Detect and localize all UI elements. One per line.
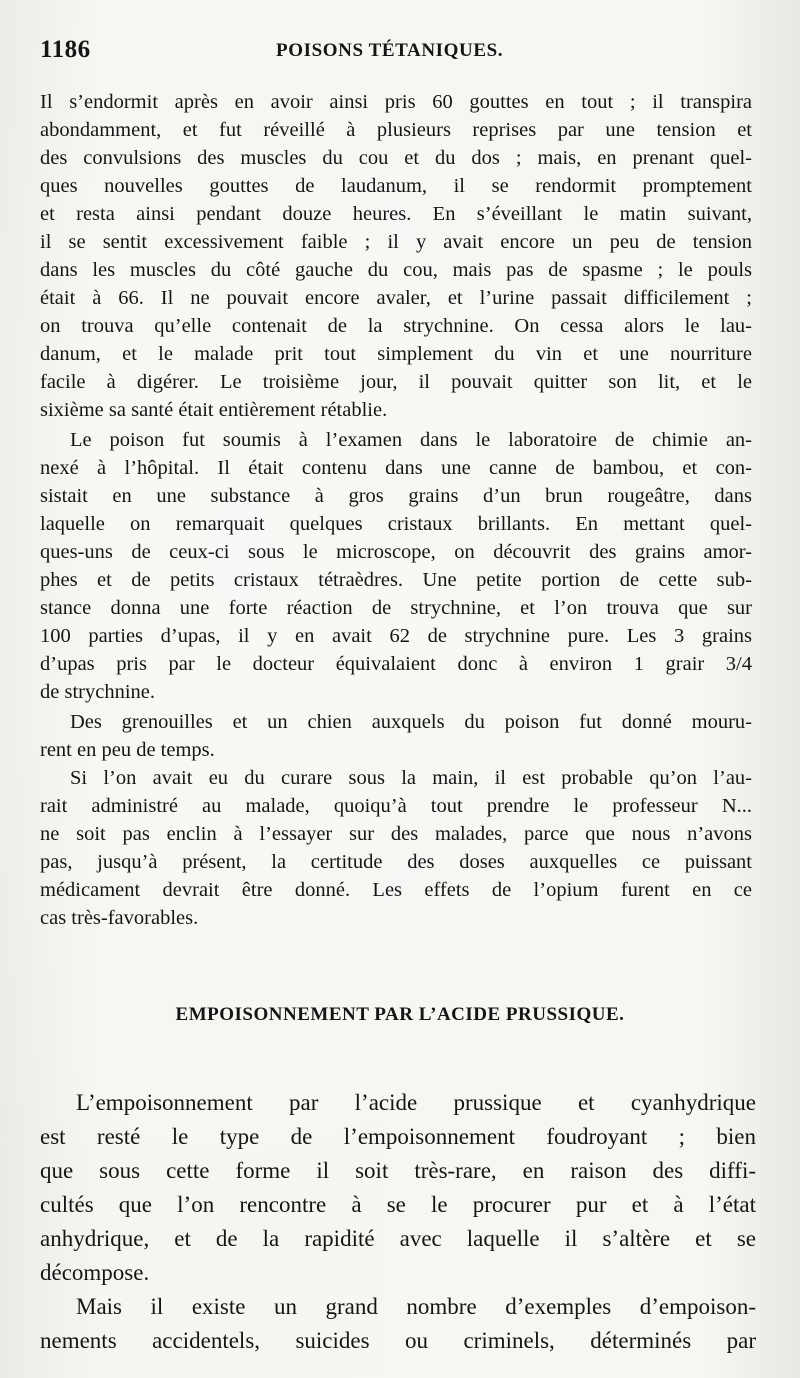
text-line: laquelle on remarquait quelques cristaux brillants. En mettant quel- — [40, 513, 752, 535]
text-line: Mais il existe un grand nombre d’exemples d’empoison- — [76, 1294, 756, 1319]
text-line: des convulsions des muscles du cou et du dos ; mais, en prenant quel- — [40, 147, 752, 169]
text-line: 100 parties d’upas, il y en avait 62 de strychnine pure. Les 3 grains — [40, 625, 752, 647]
text-line: danum, et le malade prit tout simplement du vin et une nourriture — [40, 343, 752, 365]
text-line: de strychnine. — [40, 681, 155, 703]
text-line: sistait en une substance à gros grains d’un brun rougeâtre, dans — [40, 485, 752, 507]
text-line: d’upas pris par le docteur équivalaient donc à environ 1 grair 3/4 — [40, 653, 752, 675]
text-line: phes et de petits cristaux tétraèdres. Une petite portion de cette sub- — [40, 569, 752, 591]
text-line: était à 66. Il ne pouvait encore avaler, et l’urine passait difficilement ; — [40, 287, 752, 309]
text-line: anhydrique, et de la rapidité avec laquelle il s’altère et se — [40, 1226, 756, 1251]
text-line: est resté le type de l’empoisonnement foudroyant ; bien — [40, 1124, 756, 1149]
text-line: facile à digérer. Le troisième jour, il pouvait quitter son lit, et le — [40, 371, 752, 393]
text-line: médicament devrait être donné. Les effets de l’opium furent en ce — [40, 879, 752, 901]
text-line: ques-uns de ceux-ci sous le microscope, on découvrit des grains amor- — [40, 541, 752, 563]
text-line: Des grenouilles et un chien auxquels du poison fut donné mouru- — [70, 711, 752, 733]
page-number: 1186 — [40, 36, 91, 63]
text-line: abondamment, et fut réveillé à plusieurs reprises par une tension et — [40, 119, 752, 141]
text-line: Le poison fut soumis à l’examen dans le laboratoire de chimie an- — [70, 429, 752, 451]
text-line: nexé à l’hôpital. Il était contenu dans une canne de bambou, et con- — [40, 457, 752, 479]
text-line: rait administré au malade, quoiqu’à tout prendre le professeur N... — [40, 795, 752, 817]
text-line: on trouva qu’elle contenait de la strychnine. On cessa alors le lau- — [40, 315, 752, 337]
text-line: ne soit pas enclin à l’essayer sur des malades, parce que nous n’avons — [40, 823, 752, 845]
running-title: POISONS TÉTANIQUES. — [276, 40, 504, 61]
text-line: Si l’on avait eu du curare sous la main, il est probable qu’on l’au- — [70, 767, 752, 789]
text-line: L’empoisonnement par l’acide prussique et cyanhydrique — [76, 1090, 756, 1115]
text-line: stance donna une forte réaction de strychnine, et l’on trouva que sur — [40, 597, 752, 619]
text-line: pas, jusqu’à présent, la certitude des doses auxquelles ce puissant — [40, 851, 752, 873]
text-line: nements accidentels, suicides ou criminels, déterminés par — [40, 1328, 756, 1353]
text-line: décompose. — [40, 1260, 150, 1285]
text-line: Il s’endormit après en avoir ainsi pris 60 gouttes en tout ; il transpira — [40, 91, 752, 113]
text-line: cultés que l’on rencontre à se le procurer pur et à l’état — [40, 1192, 756, 1217]
text-line: il se sentit excessivement faible ; il y avait encore un peu de tension — [40, 231, 752, 253]
text-line: rent en peu de temps. — [40, 739, 215, 761]
text-line: ques nouvelles gouttes de laudanum, il se rendormit promptement — [40, 175, 752, 197]
section-heading: EMPOISONNEMENT PAR L’ACIDE PRUSSIQUE. — [175, 1004, 625, 1025]
text-line: dans les muscles du côté gauche du cou, mais pas de spasme ; le pouls — [40, 259, 752, 281]
text-line: et resta ainsi pendant douze heures. En s’éveillant le matin suivant, — [40, 203, 752, 225]
text-line: que sous cette forme il soit très-rare, en raison des diffi- — [40, 1158, 756, 1183]
text-line: sixième sa santé était entièrement rétablie. — [40, 399, 388, 421]
text-line: cas très-favorables. — [40, 907, 199, 929]
page-header — [40, 36, 760, 72]
